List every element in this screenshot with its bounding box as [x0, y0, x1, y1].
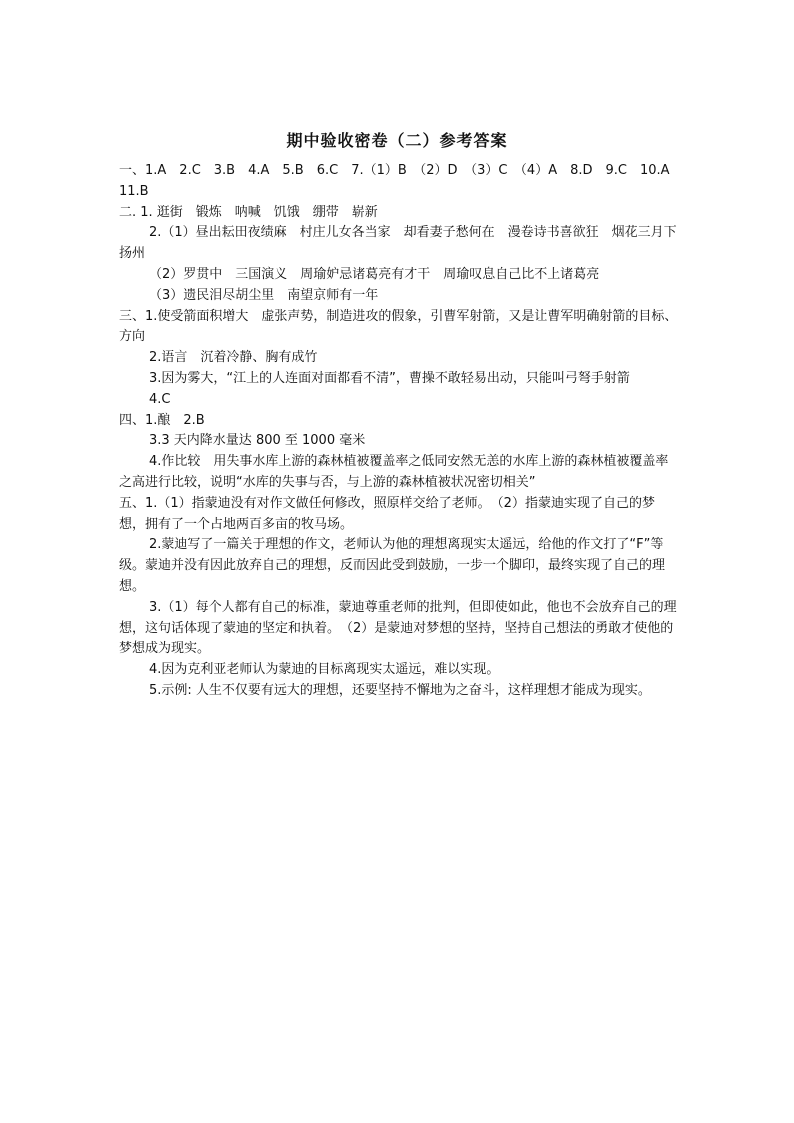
answer-line-section-3-q4: 4.C — [149, 391, 171, 407]
answer-line-section-2-q1: 二. 1. 逛街 锻炼 呐喊 饥饿 绷带 崭新 — [119, 204, 378, 220]
answer-content — [119, 161, 683, 702]
answer-line-section-3-q1: 三、1.使受箭面积增大 虚张声势，制造进攻的假象，引曹军射箭，又是让曹军明确射箭的目标、方向 — [119, 308, 678, 345]
answer-line-section-4-q3: 3.3 天内降水量达 800 至 1000 毫米 — [149, 433, 366, 449]
page-title: 期中验收密卷（二）参考答案 — [286, 131, 508, 150]
answer-line-section-5-q1: 五、1.（1）指蒙迪没有对作文做任何修改，照原样交给了老师。 （2）指蒙迪实现了自己的梦想，拥有了一个占地两百多亩的牧马场。 — [119, 495, 655, 532]
answer-line-section-5-q4: 4.因为克利亚老师认为蒙迪的目标离现实太遥远，难以实现。 — [149, 662, 500, 678]
answer-line-section-4-q4: 4.作比较 用失事水库上游的森林植被覆盖率之低同安然无恙的水库上游的森林植被覆盖率之高进行比较，说明“水库的失事与否，与上游的森林植被状况密切相关” — [119, 454, 669, 490]
answer-line-section-5-q5: 5.示例: 人生不仅要有远大的理想，还要坚持不懈地为之奋斗，这样理想才能成为现实。 — [149, 682, 651, 698]
answer-line-section-2-q2-2: （2）罗贯中 三国演义 周瑜妒忌诸葛亮有才干 周瑜叹息自己比不上诸葛亮 — [149, 266, 600, 282]
answer-line-section-3-q2: 2.语言 沉着冷静、胸有成竹 — [149, 350, 318, 366]
answer-line-section-2-q2-3: （3）遗民泪尽胡尘里 南望京师有一年 — [149, 287, 379, 303]
answer-line-section-5-q2: 2.蒙迪写了一篇关于理想的作文，老师认为他的理想离现实太遥远，给他的作文打了“F”等级。蒙迪并没有因此放弃自己的理想，反而因此受到鼓励，一步一个脚印，最终实现了自己的理想。 — [119, 537, 666, 594]
answer-line-section-5-q3: 3.（1）每个人都有自己的标准，蒙迪尊重老师的批判，但即使如此，他也不会放弃自己的理想，这句话体现了蒙迪的坚定和执着。 （2）是蒙迪对梦想的坚持，坚持自己想法的勇敢才使他的梦想成为现实。 — [119, 599, 677, 657]
answer-line-section-4-q1: 四、1.酿 2.B — [119, 412, 205, 428]
answer-line-section-2-q2-1: 2.（1）昼出耘田夜绩麻 村庄儿女各当家 却看妻子愁何在 漫卷诗书喜欲狂 烟花三月下扬州 — [119, 225, 677, 262]
answer-line-section-3-q3: 3.因为雾大，“江上的人连面对面都看不清”，曹操不敢轻易出动，只能叫弓弩手射箭 — [149, 370, 630, 386]
answer-line-section-1: 一、1.A 2.C 3.B 4.A 5.B 6.C 7.（1）B （2）D （3）C （4）A 8.D 9.C 10.A 11.B — [119, 163, 683, 199]
